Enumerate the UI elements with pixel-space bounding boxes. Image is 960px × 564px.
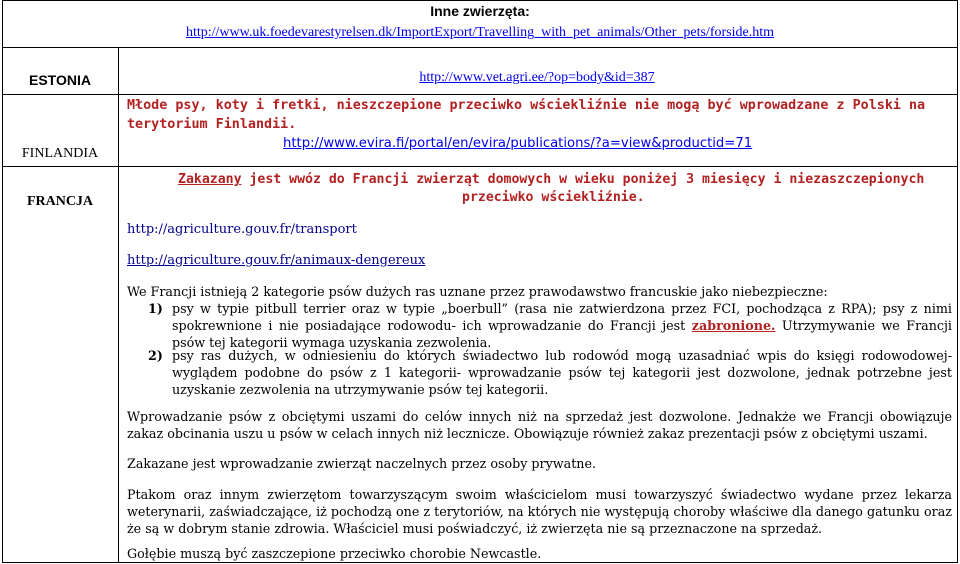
finland-text-line1: Młode psy, koty i fretki, nieszczepione przeciwko wściekliźnie nie mogą być wprowadzane z Polski na	[127, 98, 926, 113]
france-link-dangerous[interactable]: http://agriculture.gouv.fr/animaux-dengereux	[127, 253, 426, 268]
table-border-top	[2, 0, 958, 1]
france-ban-line1	[178, 172, 924, 187]
finland-text-line2: terytorium Finlandii.	[127, 117, 297, 132]
column-divider	[118, 47, 119, 563]
list-item-2	[127, 347, 952, 399]
item1-text-b: Utrzymywanie we Francji psów tej kategorii wymaga uzyskania zezwolenia.	[172, 318, 952, 350]
france-ban-line2: przeciwko wściekliźnie.	[462, 190, 645, 205]
row-divider	[2, 94, 958, 95]
france-intro: We Francji istnieją 2 kategorie psów dużych ras uznane przez prawodawstwo francuskie jako niebezpieczne:	[127, 284, 828, 299]
finland-link[interactable]: http://www.evira.fi/portal/en/evira/publications/?a=view&productid=71	[283, 136, 753, 151]
list-number: 1)	[148, 301, 163, 316]
france-primates-paragraph: Zakazane jest wprowadzanie zwierząt naczelnych przez osoby prywatne.	[127, 456, 597, 471]
estonia-link[interactable]: http://www.vet.agri.ee/?op=body&id=387	[419, 70, 655, 85]
country-france: FRANCJA	[26, 194, 94, 209]
list-number: 2)	[148, 348, 163, 363]
france-pigeons-paragraph: Gołębie muszą być zaszczepione przeciwko chorobie Newcastle.	[127, 546, 542, 561]
ban-word: Zakazany	[178, 172, 242, 187]
item1-forbidden: zabronione.	[691, 318, 776, 333]
ban-rest: jest wwóz do Francji zwierząt domowych w wieku poniżej 3 miesięcy i niezaszczepionych	[241, 172, 925, 187]
country-estonia: ESTONIA	[29, 72, 91, 88]
list-item-1	[127, 300, 952, 352]
france-link-transport[interactable]: http://agriculture.gouv.fr/transport	[127, 222, 357, 237]
france-birds-paragraph: Ptakom oraz innym zwierzętom towarzyszącym swoim właścicielom musi towarzyszyć świadectwo wydane przez lekarza weterynarii, zaświadczające, iż pochodzą one z terytoriów, na których nie występują choroby właściwe dla danego gatunku oraz że są w dobrym stanie zdrowia. Właściciel musi poświadczyć, iż zwierzęta nie są przeznaczone na sprzedaż.	[127, 487, 952, 536]
list-text: psy ras dużych, w odniesieniu do których świadectwo lub rodowód mogą uzasadniać wpis do księgi rodowodowej- wyglądem podobne do psów z 1 kategorii- wprowadzanie psów tej kategorii jest dozwolone, jednak potrzebne jest uzyskanie zezwolenia na utrzymywanie psów tej kategorii.	[172, 348, 952, 397]
section-title: Inne zwierzęta:	[430, 3, 530, 19]
table-border-bottom	[2, 562, 958, 563]
row-divider	[2, 47, 958, 48]
france-ears-paragraph: Wprowadzanie psów z obciętymi uszami do celów innych niż na sprzedaż jest dozwolone. Jednakże we Francji obowiązuje zakaz obcinania uszu u psów w celach innych niż lecznicze. Obowiązuje również zakaz prezentacji psów z obciętymi uszami.	[127, 409, 952, 441]
row-divider	[2, 166, 958, 167]
header-link[interactable]: http://www.uk.foedevarestyrelsen.dk/ImportExport/Travelling_with_pet_animals/Other_pets/forside.htm	[185, 25, 775, 40]
country-finland: FINLANDIA	[21, 146, 99, 161]
table-border-right	[957, 0, 958, 563]
item1-text-a: psy w typie pitbull terrier oraz w typie „boerbull” (rasa nie zatwierdzona przez FCI, pochodząca z RPA); psy z nimi spokrewnione i nie posiadające rodowodu- ich wprowadzanie do Francji jest	[172, 301, 952, 333]
list-text	[172, 300, 952, 351]
